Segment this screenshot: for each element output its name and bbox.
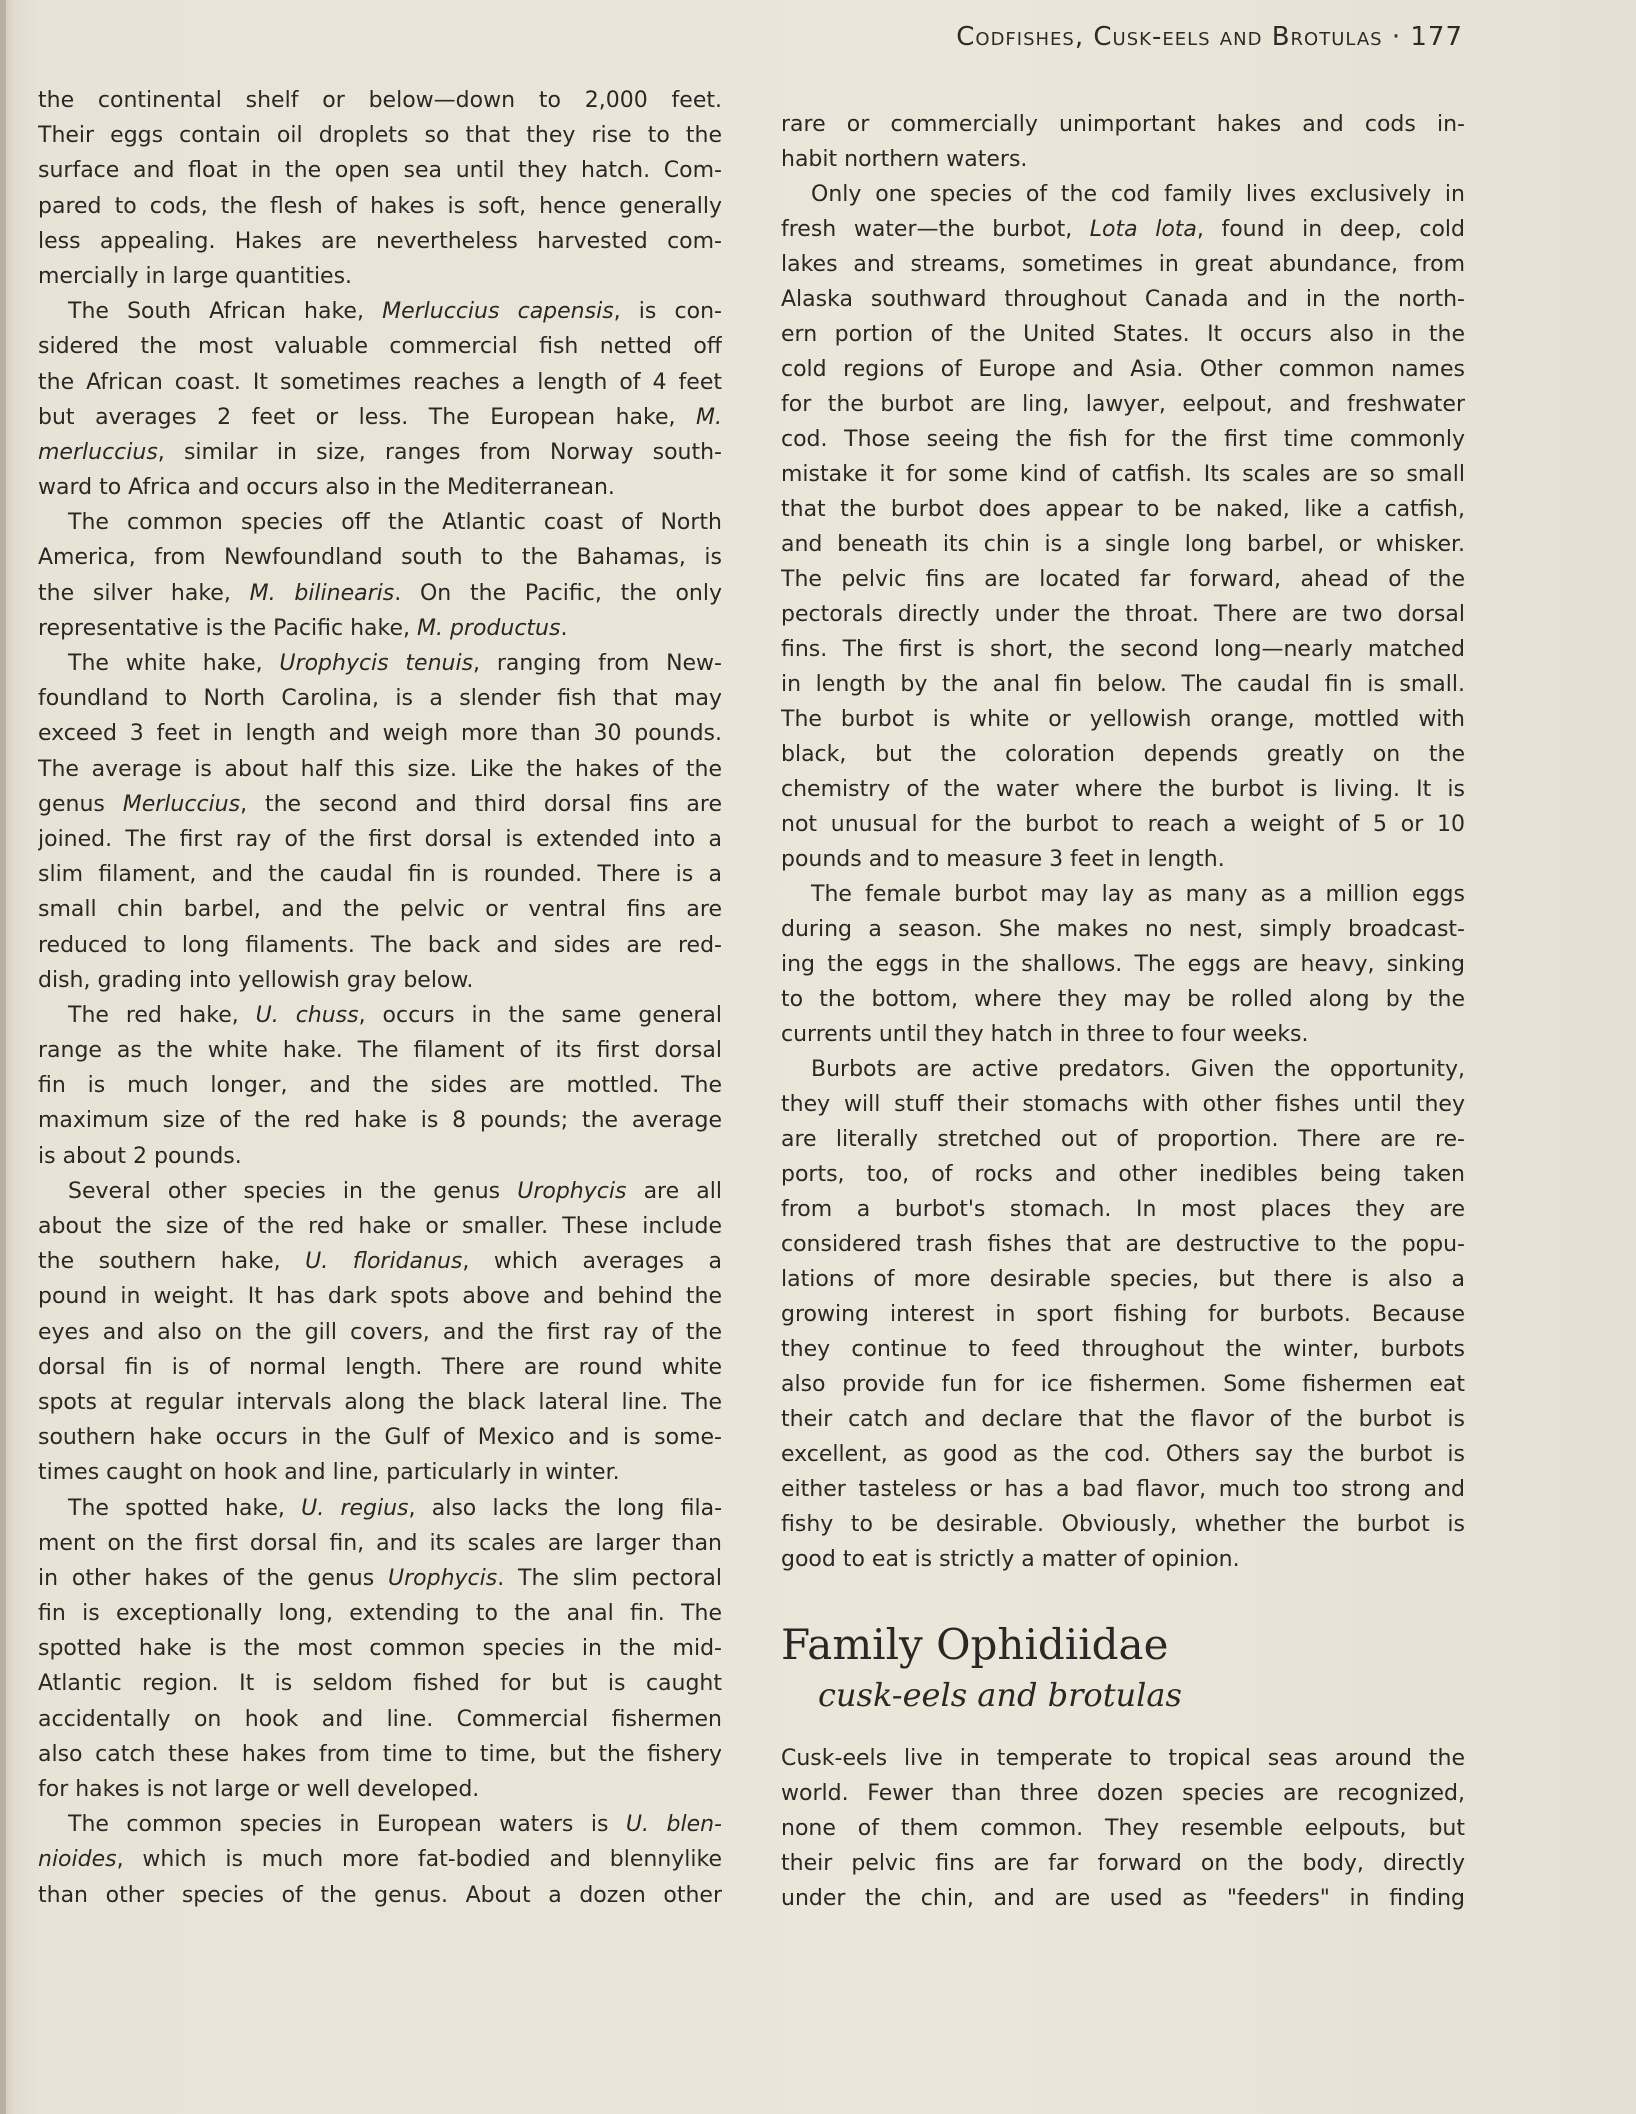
- text-line: rare or commercially unimportant hakes and cods in-: [781, 112, 1465, 137]
- text-line: fins. The first is short, the second long—nearly matched: [781, 637, 1465, 662]
- text-line: less appealing. Hakes are nevertheless harvested com-: [38, 228, 722, 254]
- italic-taxon-name: Urophycis tenuis: [279, 651, 474, 676]
- italic-taxon-name: M. bilinearis: [249, 580, 395, 606]
- text-line: representative is the Pacific hake, M. productus.: [38, 615, 568, 641]
- text-line: America, from Newfoundland south to the Bahamas, is: [38, 545, 722, 571]
- text-line: for hakes is not large or well developed.: [38, 1777, 480, 1802]
- text-line: ward to Africa and occurs also in the Mediterranean.: [38, 475, 615, 501]
- text-line: Their eggs contain oil droplets so that they rise to the: [38, 123, 722, 149]
- italic-taxon-name: nioides: [38, 1847, 117, 1873]
- text-line: Several other species in the genus Urophycis are all: [68, 1178, 722, 1204]
- text-line: for the burbot are ling, lawyer, eelpout, and freshwater: [781, 392, 1465, 417]
- text-line: growing interest in sport fishing for burbots. Because: [781, 1302, 1465, 1327]
- text-line: spots at regular intervals along the black lateral line. The: [38, 1389, 722, 1415]
- text-line: spotted hake is the most common species in the mid-: [38, 1636, 722, 1662]
- text-line: not unusual for the burbot to reach a weight of 5 or 10: [781, 812, 1465, 837]
- text-line: during a season. She makes no nest, simply broadcast-: [781, 917, 1465, 942]
- text-line: Cusk-eels live in temperate to tropical seas around the: [781, 1746, 1465, 1771]
- text-line: pared to cods, the flesh of hakes is soft, hence generally: [38, 193, 722, 219]
- text-line: also catch these hakes from time to time, but the fishery: [38, 1741, 722, 1767]
- italic-taxon-name: Urophycis: [388, 1565, 498, 1591]
- text-line: The spotted hake, U. regius, also lacks the long fila-: [68, 1495, 722, 1521]
- text-line: nioides, which is much more fat-bodied and blennylike: [38, 1847, 722, 1873]
- italic-taxon-name: U. blen-: [625, 1812, 722, 1838]
- text-line: sidered the most valuable commercial fish netted off: [38, 334, 722, 360]
- text-line: merluccius, similar in size, ranges from Norway south-: [38, 439, 722, 465]
- italic-taxon-name: U. regius: [301, 1495, 409, 1521]
- header-separator: ·: [1391, 22, 1402, 52]
- text-line: is about 2 pounds.: [38, 1143, 242, 1169]
- text-line: The pelvic fins are located far forward, ahead of the: [781, 567, 1465, 592]
- running-title: Codfishes, Cusk-eels and Brotulas: [956, 22, 1383, 52]
- text-line: good to eat is strictly a matter of opinion.: [781, 1547, 1240, 1572]
- text-line: their catch and declare that the flavor of the burbot is: [781, 1407, 1465, 1432]
- text-line: dorsal fin is of normal length. There are round white: [38, 1354, 722, 1380]
- text-line: habit northern waters.: [781, 147, 1028, 172]
- text-line: considered trash fishes that are destructive to the popu-: [781, 1232, 1465, 1257]
- text-line: cold regions of Europe and Asia. Other common names: [781, 357, 1465, 382]
- italic-taxon-name: Lota lota: [1089, 217, 1197, 242]
- text-line: slim filament, and the caudal fin is rounded. There is a: [38, 862, 722, 888]
- text-line: Alaska southward throughout Canada and in the north-: [781, 287, 1465, 312]
- text-line: times caught on hook and line, particularly in winter.: [38, 1460, 620, 1486]
- text-line: pounds and to measure 3 feet in length.: [781, 847, 1225, 872]
- text-line: cod. Those seeing the fish for the first time commonly: [781, 427, 1465, 452]
- text-line: The burbot is white or yellowish orange, mottled with: [781, 707, 1465, 732]
- text-line: but averages 2 feet or less. The European hake, M.: [38, 404, 722, 430]
- text-line: fresh water—the burbot, Lota lota, found in deep, cold: [781, 217, 1465, 242]
- text-line: currents until they hatch in three to four weeks.: [781, 1022, 1309, 1047]
- text-line: The South African hake, Merluccius capensis, is con-: [68, 299, 722, 325]
- right-text-column: [781, 107, 1465, 1577]
- text-line: fin is much longer, and the sides are mottled. The: [38, 1073, 722, 1099]
- page-number: 177: [1410, 22, 1463, 52]
- text-line: pectorals directly under the throat. There are two dorsal: [781, 602, 1465, 627]
- page-edge-shadow: [0, 0, 6, 2114]
- text-line: mistake it for some kind of catfish. Its scales are so small: [781, 462, 1465, 487]
- text-line: surface and float in the open sea until they hatch. Com-: [38, 158, 722, 184]
- text-line: black, but the coloration depends greatly on the: [781, 742, 1465, 767]
- text-line: lakes and streams, sometimes in great abundance, from: [781, 252, 1465, 277]
- running-header: [956, 22, 1463, 52]
- section-subheading: cusk-eels and brotulas: [818, 1676, 1182, 1714]
- text-line: Atlantic region. It is seldom fished for but is caught: [38, 1671, 722, 1697]
- text-line: ing the eggs in the shallows. The eggs are heavy, sinking: [781, 952, 1465, 977]
- text-line: ment on the first dorsal fin, and its scales are larger than: [38, 1530, 722, 1556]
- text-line: The common species off the Atlantic coast of North: [68, 510, 722, 536]
- text-line: their pelvic fins are far forward on the body, directly: [781, 1851, 1465, 1876]
- text-line: mercially in large quantities.: [38, 263, 353, 289]
- text-line: the continental shelf or below—down to 2,000 feet.: [38, 88, 722, 113]
- text-line: either tasteless or has a bad flavor, much too strong and: [781, 1477, 1465, 1502]
- italic-taxon-name: U. floridanus: [305, 1249, 463, 1275]
- text-line: Burbots are active predators. Given the opportunity,: [811, 1057, 1465, 1082]
- text-line: none of them common. They resemble eelpouts, but: [781, 1816, 1465, 1841]
- text-line: The female burbot may lay as many as a million eggs: [811, 882, 1465, 907]
- section-heading: Family Ophidiidae: [781, 1620, 1169, 1669]
- text-line: fin is exceptionally long, extending to the anal fin. The: [38, 1601, 722, 1627]
- text-line: genus Merluccius, the second and third dorsal fins are: [38, 791, 722, 817]
- text-line: lations of more desirable species, but there is also a: [781, 1267, 1465, 1292]
- text-line: exceed 3 feet in length and weigh more than 30 pounds.: [38, 721, 722, 747]
- text-line: ports, too, of rocks and other inedibles being taken: [781, 1162, 1465, 1187]
- text-line: world. Fewer than three dozen species are recognized,: [781, 1781, 1465, 1806]
- text-line: joined. The first ray of the first dorsal is extended into a: [38, 826, 722, 852]
- text-line: the southern hake, U. floridanus, which averages a: [38, 1249, 722, 1275]
- text-line: The red hake, U. chuss, occurs in the same general: [68, 1002, 722, 1028]
- text-line: about the size of the red hake or smaller. These include: [38, 1214, 722, 1239]
- text-line: also provide fun for ice fishermen. Some fishermen eat: [781, 1372, 1465, 1397]
- text-line: dish, grading into yellowish gray below.: [38, 967, 474, 993]
- italic-taxon-name: Urophycis: [517, 1178, 627, 1204]
- text-line: are literally stretched out of proportion. There are re-: [781, 1127, 1465, 1152]
- section-body-text: [781, 1741, 1465, 1916]
- italic-taxon-name: Merluccius: [122, 791, 241, 817]
- text-line: eyes and also on the gill covers, and the first ray of the: [38, 1319, 722, 1345]
- text-line: to the bottom, where they may be rolled along by the: [781, 987, 1465, 1012]
- italic-taxon-name: merluccius: [38, 439, 158, 465]
- text-line: excellent, as good as the cod. Others say the burbot is: [781, 1442, 1465, 1467]
- text-line: accidentally on hook and line. Commercial fishermen: [38, 1706, 722, 1732]
- text-line: The average is about half this size. Like the hakes of the: [38, 756, 722, 782]
- italic-taxon-name: U. chuss: [255, 1002, 359, 1028]
- text-line: small chin barbel, and the pelvic or ventral fins are: [38, 897, 722, 923]
- text-line: pound in weight. It has dark spots above and behind the: [38, 1284, 722, 1310]
- text-line: The white hake, Urophycis tenuis, ranging from New-: [68, 651, 722, 676]
- text-line: in other hakes of the genus Urophycis. The slim pectoral: [38, 1565, 722, 1591]
- text-line: The common species in European waters is U. blen-: [68, 1812, 722, 1838]
- text-line: foundland to North Carolina, is a slender fish that may: [38, 686, 722, 712]
- text-line: the silver hake, M. bilinearis. On the Pacific, the only: [38, 580, 722, 606]
- text-line: from a burbot's stomach. In most places they are: [781, 1197, 1465, 1222]
- text-line: they will stuff their stomachs with other fishes until they: [781, 1092, 1465, 1117]
- text-line: and beneath its chin is a single long barbel, or whisker.: [781, 532, 1465, 557]
- text-line: fishy to be desirable. Obviously, whether the burbot is: [781, 1512, 1465, 1537]
- italic-taxon-name: Merluccius capensis: [382, 299, 614, 325]
- text-line: they continue to feed throughout the winter, burbots: [781, 1337, 1465, 1362]
- text-line: Only one species of the cod family lives exclusively in: [811, 182, 1465, 207]
- left-text-column: [38, 83, 722, 1913]
- text-line: maximum size of the red hake is 8 pounds; the average: [38, 1108, 722, 1134]
- italic-taxon-name: M.: [696, 404, 722, 430]
- text-line: ern portion of the United States. It occurs also in the: [781, 322, 1465, 347]
- text-line: under the chin, and are used as "feeders" in finding: [781, 1886, 1465, 1911]
- italic-taxon-name: M. productus: [416, 615, 561, 641]
- text-line: range as the white hake. The filament of its first dorsal: [38, 1038, 722, 1064]
- text-line: that the burbot does appear to be naked, like a catfish,: [781, 497, 1465, 522]
- text-line: than other species of the genus. About a dozen other: [38, 1882, 722, 1908]
- text-line: the African coast. It sometimes reaches a length of 4 feet: [38, 369, 722, 395]
- text-line: chemistry of the water where the burbot is living. It is: [781, 777, 1465, 802]
- text-line: in length by the anal fin below. The caudal fin is small.: [781, 672, 1465, 697]
- text-line: reduced to long filaments. The back and sides are red-: [38, 932, 722, 958]
- text-line: southern hake occurs in the Gulf of Mexico and is some-: [38, 1425, 722, 1451]
